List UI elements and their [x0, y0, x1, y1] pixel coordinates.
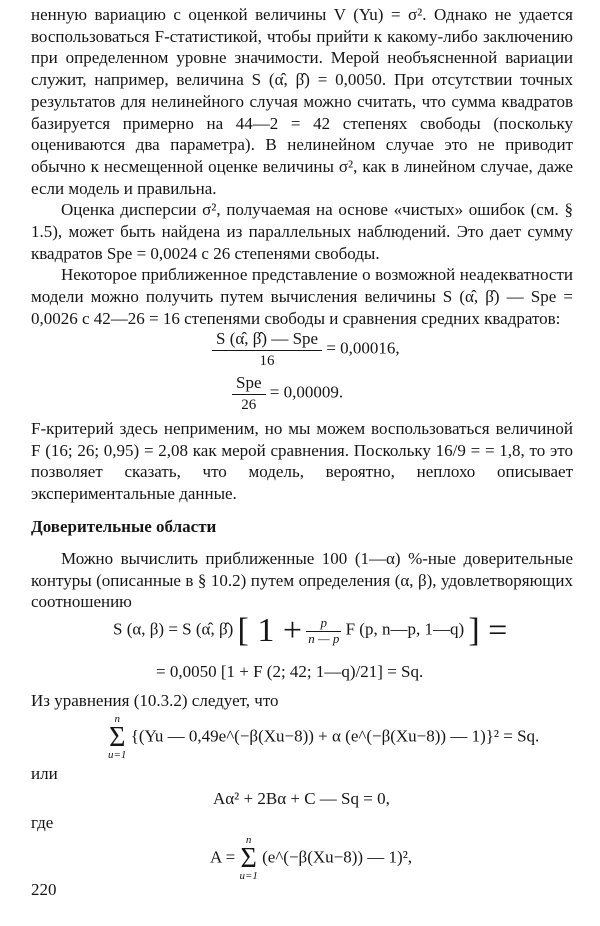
- equation-mean-square-pure-error: [232, 374, 343, 413]
- equation-close-bracket: ] =: [468, 611, 508, 649]
- equation-denominator: n — p: [308, 631, 340, 646]
- equation-quadratic: Aα² + 2Bα + C — Sq = 0,: [213, 789, 390, 808]
- where-label: где: [31, 813, 54, 832]
- summation-upper: n: [245, 834, 252, 846]
- paragraph-1: ненную вариацию с оценкой величины V (Yu) = σ². Однако не удается воспользоваться F-статистикой, чтобы прийти к какому-либо заключению при определенном уровне значимости. Мерой необъясненной вариации служит, например, величина S (α̂, β̂) = 0,0050. При отсутствии точных результатов для нелинейного случая можно считать, что сумма квадратов базируется примерно на 44—2 = 42 степенях свободы (поскольку оцениваются два параметра). В нелинейном случае это не приводит обычно к несмещенной оценке величины σ², как в линейном случае, даже если модель и правильна.: [31, 5, 573, 198]
- equation-sum-squares: [108, 714, 539, 761]
- equation-result: = 0,00016,: [326, 338, 400, 358]
- paragraph-block-confidence: [31, 548, 573, 613]
- equation-lhs: S (α, β) = S (α̂, β̂): [113, 619, 234, 639]
- equation-fraction: [212, 330, 322, 369]
- equation-result: = 0,00009.: [269, 382, 344, 402]
- paragraph-4: F-критерий здесь неприменим, но мы можем воспользоваться величиной F (16; 26; 0,95) = 2,08 как мерой сравнения. Поскольку 16/9 = = 1,8, то это позволяет сказать, что модель, вероятно, неплохо описывает экспериментальные данные.: [31, 419, 573, 504]
- paragraph-block-middle: [31, 418, 573, 505]
- summation-sign: [108, 714, 126, 761]
- equation-mean-square-lack-of-fit: [212, 330, 400, 369]
- or-label: или: [31, 764, 58, 783]
- sigma-glyph: Σ: [240, 843, 257, 874]
- equation-a-definition: [210, 835, 412, 882]
- equation-numerator: p: [306, 616, 341, 632]
- paragraph-3: Некоторое приближенное представление о возможной неадекватности модели можно получить путем вычисления величины S (α̂, β̂) — Spe = 0,0026 с 42—26 = 16 степенями свободы и сравнения средних квадратов:: [31, 265, 573, 328]
- equation-tail: F (p, n—p, 1—q): [345, 619, 465, 639]
- summation-sign: [239, 835, 257, 882]
- equation-fraction: [306, 616, 341, 645]
- paragraph-6: Из уравнения (10.3.2) следует, что: [31, 691, 279, 710]
- summation-lower: u=1: [108, 749, 127, 762]
- equation-body: {(Yu — 0,49e^(−β(Xu−8)) + α (e^(−β(Xu−8)) — 1)}² = Sq.: [130, 726, 540, 746]
- section-heading: Доверительные области: [31, 517, 217, 536]
- equation-body: (e^(−β(Xu−8)) — 1)²,: [262, 847, 413, 867]
- summation-upper: n: [114, 713, 120, 725]
- equation-numerator: S (α̂, β̂) — Spe: [212, 330, 322, 351]
- equation-numerator: Spe: [232, 374, 266, 395]
- equation-confidence-contour: [113, 611, 508, 649]
- page-number: 220: [31, 880, 57, 899]
- sigma-glyph: Σ: [109, 722, 126, 753]
- equation-denominator: 26: [241, 397, 257, 413]
- equation-denominator: 16: [259, 353, 275, 369]
- equation-fraction: [232, 374, 266, 413]
- equation-lhs: A =: [210, 847, 236, 867]
- paragraph-block-top: [31, 4, 573, 330]
- paragraph-block-derivation: [31, 690, 573, 712]
- summation-lower: u=1: [239, 870, 258, 883]
- equation-open-bracket: [ 1 +: [237, 611, 303, 649]
- paragraph-5: Можно вычислить приближенные 100 (1—α) %-ные доверительные контуры (описанные в § 10.2) путем определения (α, β), удовлетворяющих соотношению: [31, 549, 573, 612]
- equation-contour-value: = 0,0050 [1 + F (2; 42; 1—q)/21] = Sq.: [156, 662, 424, 681]
- paragraph-2: Оценка дисперсии σ², получаемая на основе «чистых» ошибок (см. § 1.5), может быть найдена из параллельных наблюдений. Это дает сумму квадратов Spe = 0,0024 с 26 степенями свободы.: [31, 200, 573, 263]
